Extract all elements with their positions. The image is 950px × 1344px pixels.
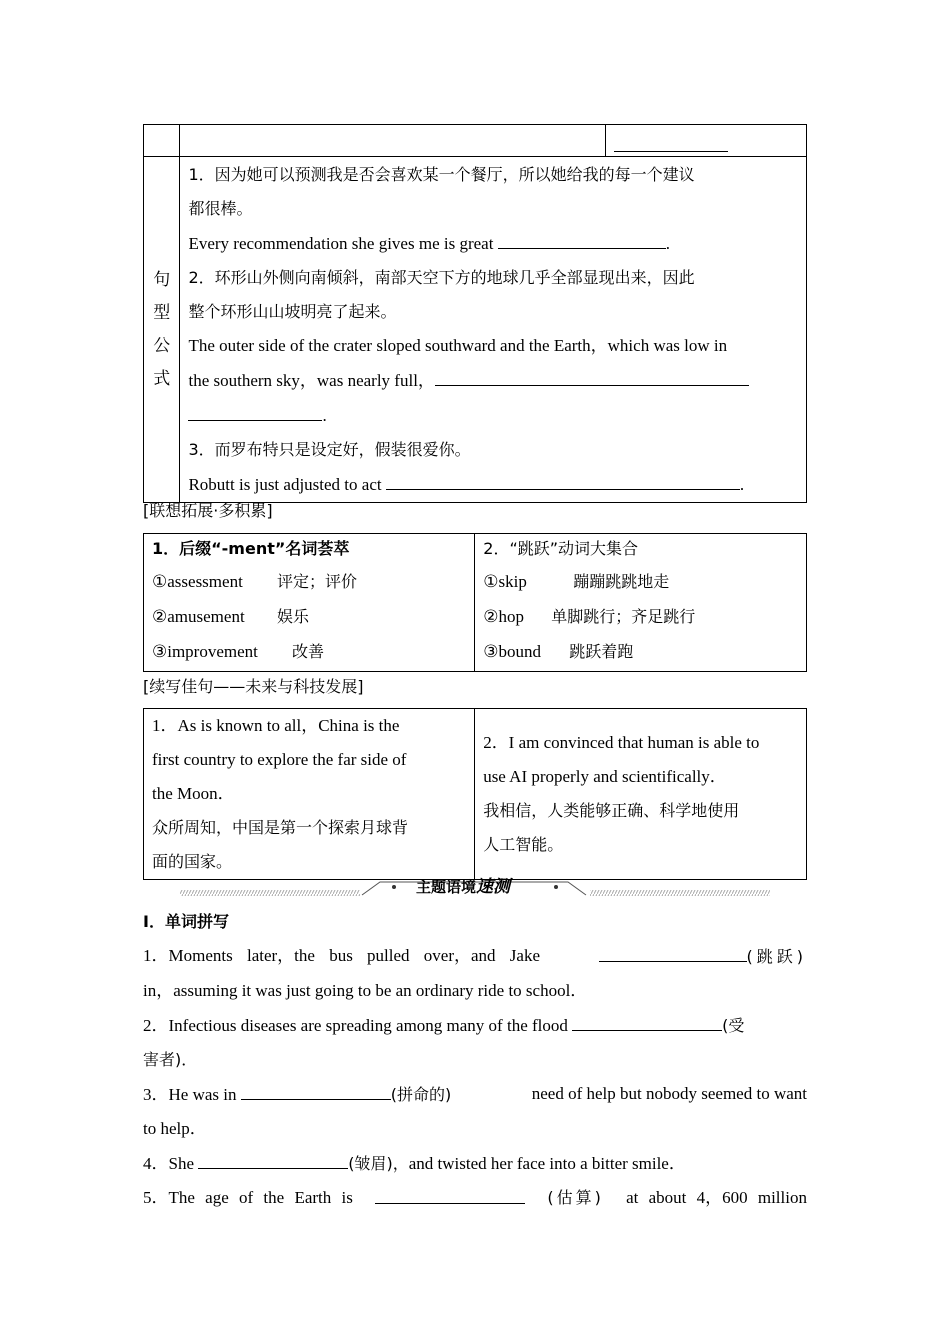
extend-heading: [联想拓展·多积累] [143, 501, 273, 520]
question-2-line2: 害者)． [143, 1050, 198, 1069]
extend-right-title: 2．“跳跃”动词大集合 [483, 539, 639, 558]
extend-left-item: ②amusement 娱乐 [152, 607, 310, 626]
question-1-blank[interactable] [599, 939, 747, 962]
pattern-3-blank[interactable] [386, 467, 740, 490]
pattern-2-en-line1: The outer side of the crater sloped southward and the Earth，which was low in [188, 336, 728, 355]
pattern-1-cn-line2: 都很棒。 [188, 199, 253, 218]
pattern-2-cn-line1: 2．环形山外侧向南倾斜，南部天空下方的地球几乎全部显现出来，因此 [188, 268, 695, 287]
answer-cell [606, 125, 807, 157]
banner-title: 主题语境速测 [416, 877, 511, 897]
sentence-left-en-3: the Moon． [152, 784, 235, 803]
sentence-left-cn-1: 众所周知，中国是第一个探索月球背 [152, 818, 409, 837]
answer-blank[interactable] [614, 129, 728, 152]
extend-left-cell [144, 534, 475, 672]
question-2-line1: 2．Infectious diseases are spreading among many of the flood (受 [143, 1008, 807, 1043]
question-2-blank[interactable] [572, 1008, 722, 1031]
pattern-content-cell [180, 157, 807, 503]
sentences-left-cell [144, 709, 475, 880]
pattern-2-blank-a[interactable] [435, 363, 749, 386]
question-4-blank[interactable] [198, 1146, 348, 1169]
extend-right-cell [475, 534, 807, 672]
extend-left-item: ①assessment 评定；评价 [152, 572, 358, 591]
side-label-cell [144, 157, 180, 503]
extend-right-item: ③bound 跳跃着跑 [483, 642, 634, 661]
pattern-1-en: Every recommendation she gives me is great . [188, 226, 798, 261]
pattern-2-en-line2: the southern sky，was nearly full， [188, 363, 798, 398]
question-1-line1: 1．Moments later，the bus pulled over，and Jake (跳跃) [143, 939, 807, 974]
sentence-right-en-2: use AI properly and scientifically． [483, 767, 727, 786]
question-3-blank[interactable] [241, 1077, 391, 1100]
sentence-left-cn-2: 面的国家。 [152, 852, 233, 871]
side-label: 句型公式 [153, 269, 171, 389]
pattern-1-blank[interactable] [498, 226, 666, 249]
empty-cell [144, 125, 180, 157]
sentence-right-cn-2: 人工智能。 [483, 835, 564, 854]
question-5-line1: 5．The age of the Earth is (估算) at about 4，600 million [143, 1181, 807, 1215]
sentence-left-en-2: first country to explore the far side of [152, 750, 407, 769]
sentence-right-cn-1: 我相信，人类能够正确、科学地使用 [483, 801, 740, 820]
empty-cell [180, 125, 606, 157]
sentence-left-en-1: 1．As is known to all，China is the [152, 716, 400, 735]
exercise-heading: Ⅰ．单词拼写 [143, 912, 229, 931]
sentences-table [143, 708, 807, 880]
question-1-line2: in，assuming it was just going to be an ordinary ride to school． [143, 981, 588, 1000]
sentence-right-en-1: 2．I am convinced that human is able to [483, 733, 760, 752]
extend-right-item: ②hop 单脚跳行；齐足跳行 [483, 607, 696, 626]
pattern-2-en-line3: . [188, 398, 798, 433]
sentences-heading: [续写佳句——未来与科技发展] [143, 677, 364, 696]
exercise-block [143, 905, 807, 1215]
pattern-3-en: Robutt is just adjusted to act . [188, 467, 798, 502]
extend-left-item: ③improvement 改善 [152, 642, 325, 661]
extend-left-title: 1．后缀“-ment”名词荟萃 [152, 539, 350, 558]
pattern-2-blank-b[interactable] [188, 398, 322, 421]
pattern-2-cn-line2: 整个环形山山坡明亮了起来。 [188, 302, 397, 321]
sentences-right-cell [475, 709, 807, 880]
question-3-line1: 3．He was in (拼命的) need of help but nobody seemed to want [143, 1077, 807, 1112]
question-4-line1: 4．She (皱眉)，and twisted her face into a bitter smile． [143, 1146, 807, 1181]
extend-table [143, 533, 807, 672]
question-3-line2: to help． [143, 1119, 207, 1138]
pattern-3-cn: 3．而罗布特只是设定好，假装很爱你。 [188, 440, 471, 459]
section-banner [180, 876, 770, 898]
pattern-table [143, 124, 807, 503]
extend-right-item: ①skip 蹦蹦跳跳地走 [483, 572, 670, 591]
question-5-blank[interactable] [375, 1181, 525, 1204]
pattern-1-cn-line1: 1．因为她可以预测我是否会喜欢某一个餐厅，所以她给我的每一个建议 [188, 165, 695, 184]
